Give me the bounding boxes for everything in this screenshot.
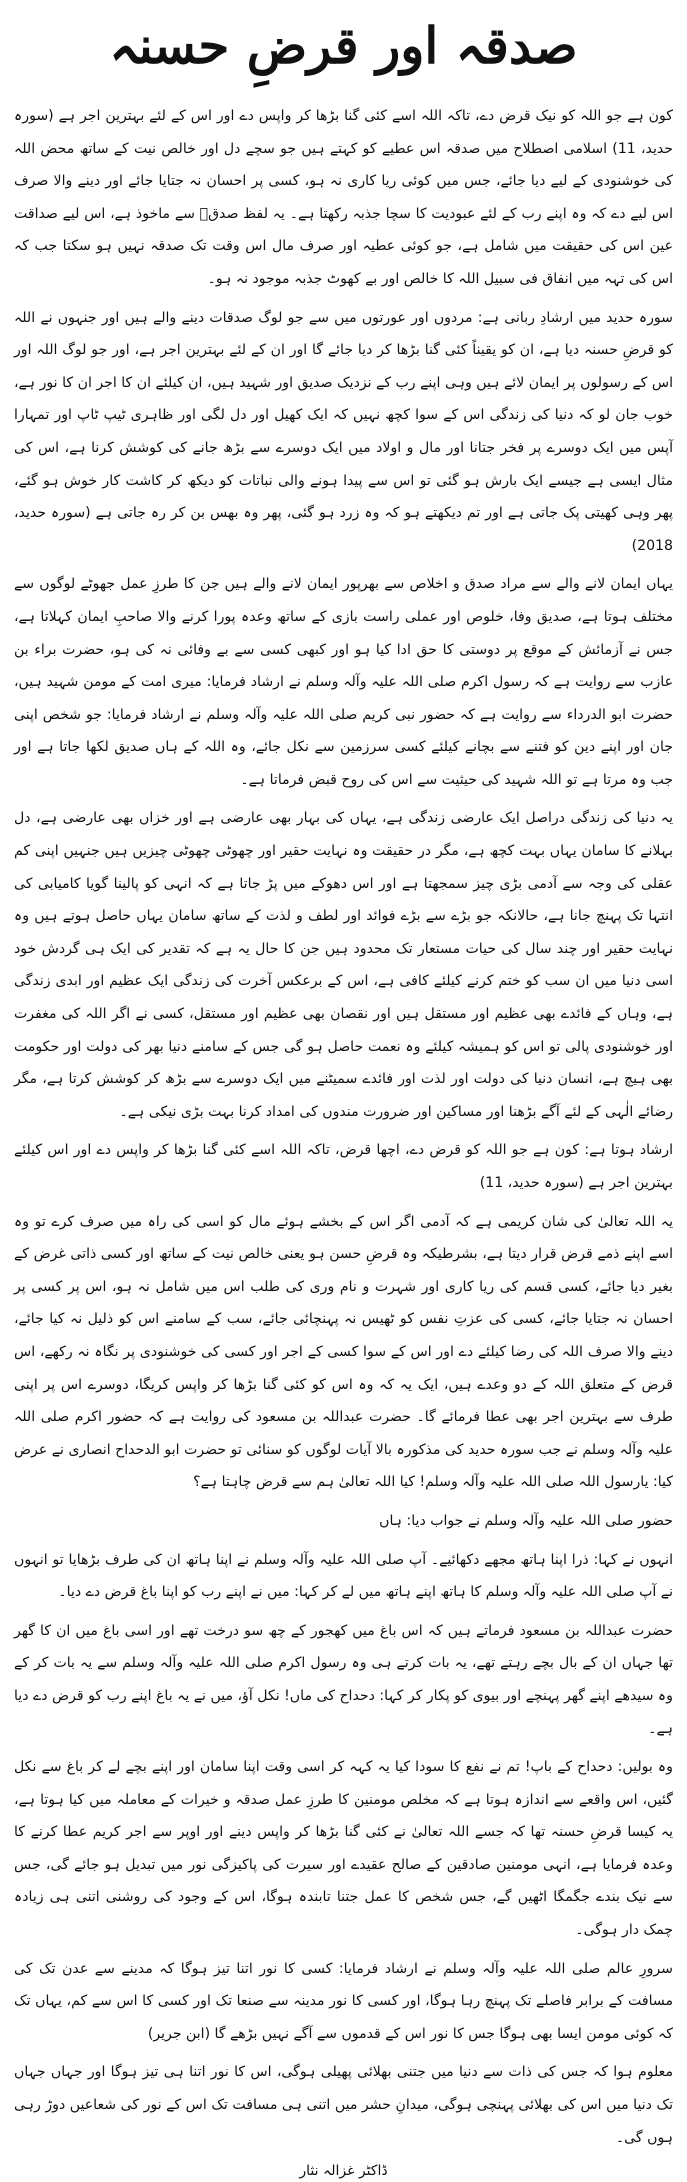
paragraph: ارشاد ہوتا ہے: کون ہے جو اللہ کو قرض دے، اچھا قرض، تاکہ اللہ اسے کئی گنا بڑھا کر واپس دے اور اس کیلئے بہترین اجر ہے (سورہ حدید، 11) [14, 1142, 673, 1191]
author-signature: ڈاکٹر غزالہ نثار [299, 2163, 388, 2180]
paragraph: یہ دنیا کی زندگی دراصل ایک عارضی زندگی ہے، یہاں کی بہار بھی عارضی ہے اور خزاں بھی عارضی ہے، دل بہلانے کا سامان یہاں بہت کچھ ہے، مگر در حقیقت وہ نہایت حقیر اور چھوٹی چھوٹی چیزیں ہیں جنہیں اپنی کم عقلی کی وجہ سے آدمی بڑی چیز سمجھتا ہے اور اس دھوکے میں پڑ جاتا ہے کہ انہی کو پالینا گویا کامیابی کی انتہا تک پہنچ جانا ہے، حالانکہ جو بڑے سے بڑے فوائد اور لطف و لذت کے ساتھ سامان یہاں حاصل ہوتے ہیں وہ نہایت حقیر اور چند سال کی حیات مستعار تک محدود ہیں جن کا حال یہ ہے کہ تقدیر کی ایک ہی گردش خود اسی دنیا میں ان سب کو ختم کرنے کیلئے کافی ہے، اس کے برعکس آخرت کی زندگی ایک عظیم اور ابدی زندگی ہے، وہاں کے فائدے بھی عظیم اور مستقل ہیں اور نقصان بھی عظیم اور مستقل، کسی نے اگر اللہ کی مغفرت اور خوشنودی پالی تو اس کو ہمیشہ کیلئے وہ نعمت حاصل ہو گی جس کے سامنے دنیا بھر کی دولت اور حکومت بھی ہیچ ہے، انسان دنیا کی دولت اور لذت اور فائدے سمیٹنے میں ایک دوسرے سے بڑھ کر کوشش کرتا ہے، مگر رضائے الٰہی کے لئے آگے بڑھنا اور مساکین اور ضرورت مندوں کی امداد کرنا بہت بڑی نیکی ہے۔ [14, 810, 673, 1120]
paragraph: انہوں نے کہا: ذرا اپنا ہاتھ مجھے دکھائیے۔ آپ صلی اللہ علیہ وآلہ وسلم نے اپنا ہاتھ ان کی طرف بڑھایا تو انہوں نے آپ صلی اللہ علیہ وآلہ وسلم کا ہاتھ اپنے ہاتھ میں لے کر کہا: میں نے اپنے رب کو اپنا باغ قرض دے دیا۔ [14, 1551, 673, 1601]
paragraph: یہاں ایمان لانے والے سے مراد صدق و اخلاص سے بھرپور ایمان لانے والے ہیں جن کا طرزِ عمل جھوٹے لوگوں سے مختلف ہوتا ہے، صدیق وفا، خلوص اور عملی راست بازی کے ساتھ وعدہ پورا کرنے والا صاحبِ ایمان کہلاتا ہے، جس نے آزمائش کے موقع پر دوستی کا حق ادا کیا ہو اور کبھی کسی سے بے وفائی نہ کی ہو، حضرت براء بن عازب سے روایت ہے کہ رسول اکرم صلی اللہ علیہ وآلہ وسلم نے ارشاد فرمایا: میری امت کے مومن شہید ہیں، حضرت ابو الدرداء سے روایت ہے کہ حضور نبی کریم صلی اللہ علیہ وآلہ وسلم نے ارشاد فرمایا: جو شخص اپنی جان اور اپنے دین کو فتنے سے بچانے کیلئے کسی سرزمین سے نکل جائے، وہ اللہ کے ہاں صدیق لکھا جاتا ہے اور جب وہ مرتا ہے تو اللہ شہید کی حیثیت سے اس کی روح قبض فرماتا ہے۔ [14, 576, 673, 788]
article-page [0, 6, 687, 2180]
paragraph: یہ اللہ تعالیٰ کی شان کریمی ہے کہ آدمی اگر اس کے بخشے ہوئے مال کو اسی کی راہ میں صرف کرے تو وہ اسے اپنے ذمے قرض قرار دیتا ہے، بشرطیکہ وہ قرضِ حسن ہو یعنی خالص نیت کے ساتھ اور کسی ذاتی غرض کے بغیر دیا جائے، کسی قسم کی ریا کاری اور شہرت و نام وری کی طلب اس میں شامل نہ ہو، اس پر کسی پر احسان نہ جتایا جائے، کسی کی عزتِ نفس کو ٹھیس نہ پہنچائی جائے، سب کے سامنے اس کو ذلیل نہ کیا جائے، دینے والا صرف اللہ کی رضا کیلئے دے اور اس کے سوا کسی کے اجر اور کسی کی خوشنودی پر نگاہ نہ رکھے، اس قرض کے متعلق اللہ کے دو وعدے ہیں، ایک یہ کہ وہ اس کو کئی گنا بڑھا کر واپس کریگا، دوسرے اس پر اپنی طرف سے بہترین اجر بھی عطا فرمائے گا۔ حضرت عبداللہ بن مسعود کی روایت ہے کہ حضور اکرم صلی اللہ علیہ وآلہ وسلم نے جب سورہ حدید کی مذکورہ بالا آیات لوگوں کو سنائی تو حضرت ابو الدحداح انصاری نے عرض کیا: یارسول اللہ صلی اللہ علیہ وآلہ وسلم! کیا اللہ تعالیٰ ہم سے قرض چاہتا ہے؟ [14, 1213, 673, 1491]
paragraph: کون ہے جو اللہ کو نیک قرض دے، تاکہ اللہ اسے کئی گنا بڑھا کر واپس دے اور اس کے لئے بہترین اجر ہے (سورہ حدید، 11) اسلامی اصطلاح میں صدقہ اس عطیے کو کہتے ہیں جو سچے دل اور خالص نیت کے ساتھ محض اللہ کی خوشنودی کے لیے دیا جائے، جس میں کوئی ریا کاری نہ ہو، کسی پر احسان نہ جتایا جائے اور دینے والا صرف اس لیے دے کہ وہ اپنے رب کے لئے عبودیت کا سچا جذبہ رکھتا ہے۔ یہ لفظ صدقؔ سے ماخوذ ہے، اس لیے صداقت عین اس کی حقیقت میں شامل ہے، جو کوئی عطیہ اور صرف مال اس وقت تک صدقہ نہیں ہو سکتا جب کہ اس کی تہہ میں انفاق فی سبیل اللہ کا خالص اور بے کھوٹ جذبہ موجود نہ ہو۔ [14, 108, 673, 287]
paragraph: معلوم ہوا کہ جس کی ذات سے دنیا میں جتنی بھلائی پھیلی ہوگی، اس کا نور اتنا ہی تیز ہوگا اور جہاں جہاں تک دنیا میں اس کی بھلائی پہنچی ہوگی، میدانِ حشر میں اتنی ہی مسافت تک اس کے نور کی شعاعیں دوڑ رہی ہوں گی۔ [14, 2064, 673, 2146]
paragraph: حضور صلی اللہ علیہ وآلہ وسلم نے جواب دیا: ہاں [379, 1512, 673, 1529]
paragraph: حضرت عبداللہ بن مسعود فرماتے ہیں کہ اس باغ میں کھجور کے چھ سو درخت تھے اور اسی باغ میں ان کا گھر تھا جہاں ان کے بال بچے رہتے تھے، یہ بات کرتے ہی وہ رسول اکرم صلی اللہ علیہ وآلہ وسلم سے یہ بات کر کے وہ سیدھے اپنے گھر پہنچے اور بیوی کو پکار کر کہا: دحداح کی ماں! نکل آؤ، میں نے یہ باغ اپنے رب کو قرض دے دیا ہے۔ [14, 1622, 673, 1737]
paragraph: سرورِ عالم صلی اللہ علیہ وآلہ وسلم نے ارشاد فرمایا: کسی کا نور اتنا تیز ہوگا کہ مدینے سے عدن تک کی مسافت کے برابر فاصلے تک پہنچ رہا ہوگا، اور کسی کا نور مدینہ سے صنعا تک اور کسی کا اس سے کم، یہاں تک کہ کوئی مومن ایسا بھی ہوگا جس کا نور اس کے قدموں سے آگے نہیں بڑھے گا (ابن جریر) [14, 1960, 673, 2042]
article-body [14, 100, 673, 2154]
article-title: صدقہ اور قرضِ حسنہ [109, 16, 578, 75]
paragraph: سورہ حدید میں ارشادِ ربانی ہے: مردوں اور عورتوں میں سے جو لوگ صدقات دینے والے ہیں اور جنہوں نے اللہ کو قرضِ حسنہ دیا ہے، ان کو یقیناً کئی گنا بڑھا کر دیا جائے گا اور ان کے لئے بہترین اجر ہے، اور جو لوگ اللہ اور اس کے رسولوں پر ایمان لائے ہیں وہی اپنے رب کے نزدیک صدیق اور شہید ہیں، ان کیلئے ان کا اجر ان کا نور ہے، خوب جان لو کہ دنیا کی زندگی اس کے سوا کچھ نہیں کہ ایک کھیل اور دل لگی اور ظاہری ٹیپ ٹاپ اور تمہارا آپس میں ایک دوسرے پر فخر جتانا اور مال و اولاد میں ایک دوسرے سے بڑھ جانے کی کوشش کرنا ہے، اس کی مثال ایسی ہے جیسے ایک بارش ہو گئی تو اس سے پیدا ہونے والی نباتات کو دیکھ کر کاشت کار خوش ہو گئے، پھر وہی کھیتی پک جاتی ہے اور تم دیکھتے ہو کہ وہ زرد ہو گئی، پھر وہ بھس بن کر رہ جاتی ہے (سورہ حدید، 2018) [14, 309, 673, 554]
paragraph: وہ بولیں: دحداح کے باپ! تم نے نفع کا سودا کیا یہ کہہ کر اسی وقت اپنا سامان اور اپنے بچے لے کر باغ سے نکل گئیں، اس واقعے سے اندازہ ہوتا ہے کہ مخلص مومنین کا طرزِ عمل صدقہ و خیرات کے معاملہ میں کیا ہوتا ہے، یہ کیسا قرضِ حسنہ تھا کہ جسے اللہ تعالیٰ نے کئی گنا بڑھا کر واپس دینے اور اوپر سے اجر کریم عطا کرنے کا وعدہ فرمایا ہے، انہی مومنین صادقین کے صالح عقیدے اور سیرت کی پاکیزگی نور میں تبدیل ہو جائے گی، جس سے نیک بندے جگمگا اٹھیں گے، جس شخص کا عمل جتنا تابندہ ہوگا، اس کے وجود کی روشنی اتنی ہی زیادہ چمک دار ہوگی۔ [14, 1759, 673, 1939]
